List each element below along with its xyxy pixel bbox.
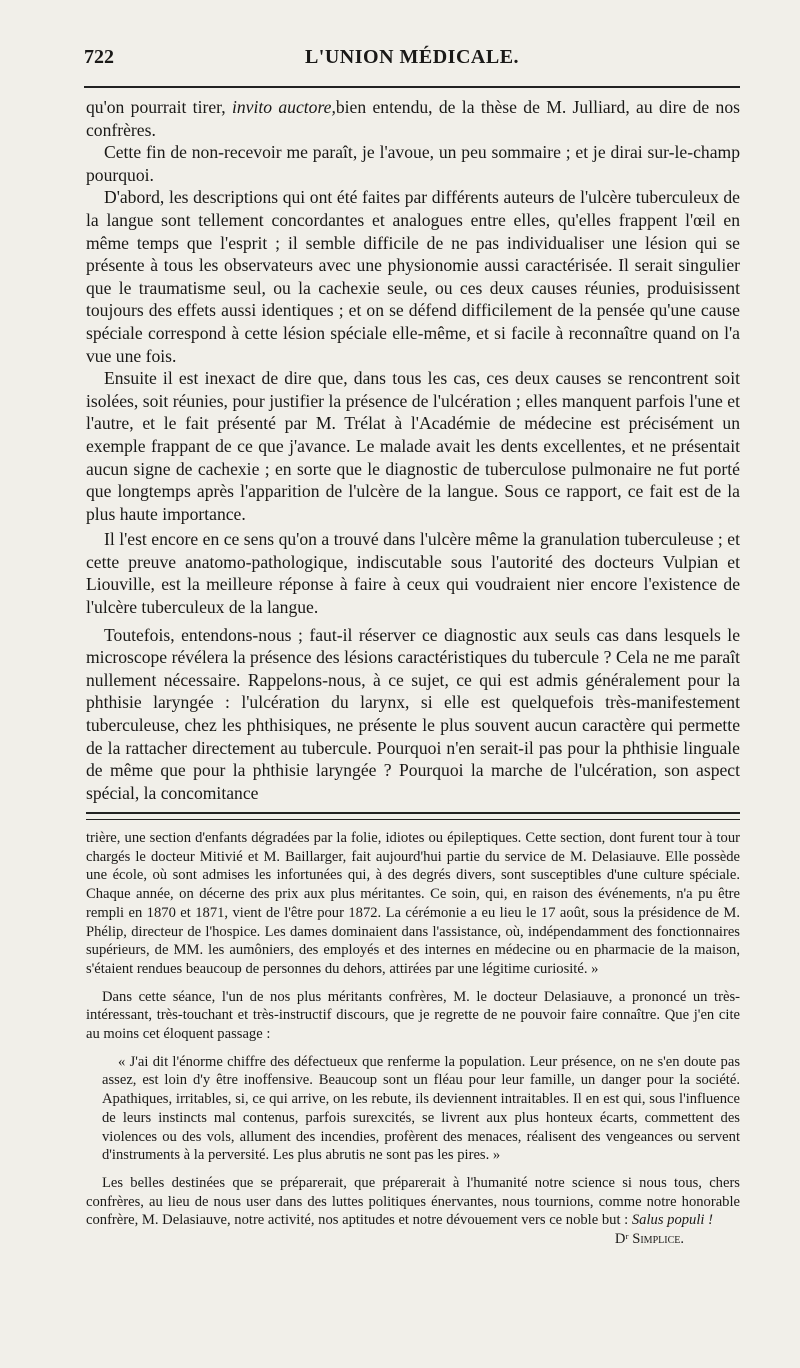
paragraph-1-end: bien entendu, de la thèse de M. Julliard, au dire de nos confrères. [86, 97, 740, 140]
page-number: 722 [84, 46, 114, 68]
paragraph-4: Ensuite il est inexact de dire que, dans tous les cas, ces deux causes se rencontrent soit isolées, soit réunies, pour justifier la présence de l'ulcération ; elles manquent parfois l'une et l'autre, et le fait présenté par M. Trélat à l'Académie de médecine est précisément un exemple frappant de ce que j'avance. Le malade avait les dents excellentes, et ne présentait aucun signe de cachexie ; en sorte que le diagnostic de tuberculose pulmonaire ne fut porté que longtemps après l'apparition de l'ulcère de la langue. Sous ce rapport, ce fait est de la plus haute importance. [86, 368, 740, 524]
main-text-column [86, 96, 740, 804]
paragraph-1-start: qu'on pourrait tirer, [86, 97, 232, 117]
paragraph-1-italic: invito auctore, [232, 97, 336, 117]
paragraph-6: Toutefois, entendons-nous ; faut-il réserver ce diagnostic aux seuls cas dans lesquels le microscope révélera la présence des lésions caractéristiques du tubercule ? Cela ne me paraît nullement nécessaire. Rappelons-nous, à ce sujet, ce qui est admis généralement pour la phthisie laryngée : l'ulcération du larynx, si elle est quelquefois très-manifestement tuberculeuse, chez les phthisiques, ne présente le plus souvent aucun caractère qui permette de la rattacher directement au tubercule. Pourquoi n'en serait-il pas pour la phthisie linguale de même que pour la phthisie laryngée ? Pourquoi la marche de l'ulcération, son aspect spécial, la concomitance [86, 624, 740, 803]
paragraph-5: Il l'est encore en ce sens qu'on a trouvé dans l'ulcère même la granulation tuberculeuse ; et cette preuve anatomo-pathologique, indiscutable sous l'autorité des docteurs Vulpian et Liouville, est la meilleure réponse à faire à ceux qui voudraient nier encore l'existence de l'ulcère tuberculeux de la langue. [86, 529, 740, 618]
footnote-paragraph-4-text: Les belles destinées que se préparerait, que préparerait à l'humanité notre science si nous tous, chers confrères, au lieu de nous user dans des luttes politiques énervantes, nous tournions, comme notre honorable confrère, M. Delasiauve, notre activité, nos aptitudes et notre dévouement vers ce noble but : [86, 1174, 740, 1229]
footnote-paragraph-1: trière, une section d'enfants dégradées par la folie, idiotes ou épileptiques. Cette section, dont furent tour à tour chargés le docteur Mitivié et M. Baillarger, fait aujourd'hui partie du service de M. Delasiauve. Elle possède une école, où sont admises les infortunées qui, à des degrés divers, sont susceptibles d'une culture spéciale. Chaque année, on décerne des prix aux plus méritantes. Ce soin, qui, en raison des événements, n'a pu être rempli en 1870 et 1871, vient de l'être pour 1872. La cérémonie a eu lieu le 17 août, sous la présidence de M. Phélip, directeur de l'hospice. Les dames dominaient dans l'assistance, où, indépendamment des fonctionnaires supérieurs, de MM. les aumôniers, des employés et des internes en médecine ou en pharmacie de la maison, s'étaient rendues beaucoup de personnes du dehors, attirées par une légitime curiosité. » [86, 830, 740, 977]
footnote-separator [86, 812, 740, 820]
signature: Dʳ Simplice. [614, 1231, 684, 1248]
footnote-paragraph-2: Dans cette séance, l'un de nos plus méritants confrères, M. le docteur Delasiauve, a prononcé un très-intéressant, très-touchant et très-instructif discours, que je regrette de ne pouvoir faire connaître. Que j'en cite au moins cet éloquent passage : [86, 988, 740, 1043]
paragraph-2: Cette fin de non-recevoir me paraît, je l'avoue, un peu sommaire ; et je dirai sur-le-champ pourquoi. [86, 142, 740, 185]
footnote-quote: « J'ai dit l'énorme chiffre des défectueux que renferme la population. Leur présence, on ne s'en doute pas assez, est loin d'y être inoffensive. Beaucoup sont un fléau pour leur famille, un danger pour la société. Apathiques, irritables, si, ce qui arrive, on les rebute, ils deviennent intraitables. Il en est qui, sous l'influence de leurs instincts mal contenus, parfois surexcités, se livrent aux plus honteux écarts, commettent des violences ou des vols, allument des incendies, profèrent des menaces, réalisent des vengeances ou servent d'instruments à la perversité. Les plus abrutis ne sont pas les pires. » [102, 1053, 740, 1164]
paragraph-3: D'abord, les descriptions qui ont été faites par différents auteurs de l'ulcère tuberculeux de la langue sont tellement concordantes et analogues entre elles, qu'elles frappent l'œil en même temps que l'esprit ; il semble difficile de ne pas individualiser une lésion qui se présente à tous les observateurs avec une physionomie aussi caractérisée. Il serait singulier que le traumatisme seul, ou la cachexie seule, ou ces deux causes réunies, produisissent toujours des effets aussi identiques ; et on se défend difficilement de la pensée qu'une cause spéciale correspond à cette lésion spéciale elle-même, et si facile à reconnaître quand on l'a vue une fois. [86, 187, 740, 366]
running-title: L'UNION MÉDICALE. [304, 46, 520, 68]
footnote-paragraph-4-italic: Salus populi ! [631, 1212, 713, 1229]
footnote-paragraph-4 [86, 1174, 740, 1248]
paragraph-1 [86, 96, 740, 141]
footnote-column [86, 829, 740, 1249]
page-header [84, 46, 740, 88]
